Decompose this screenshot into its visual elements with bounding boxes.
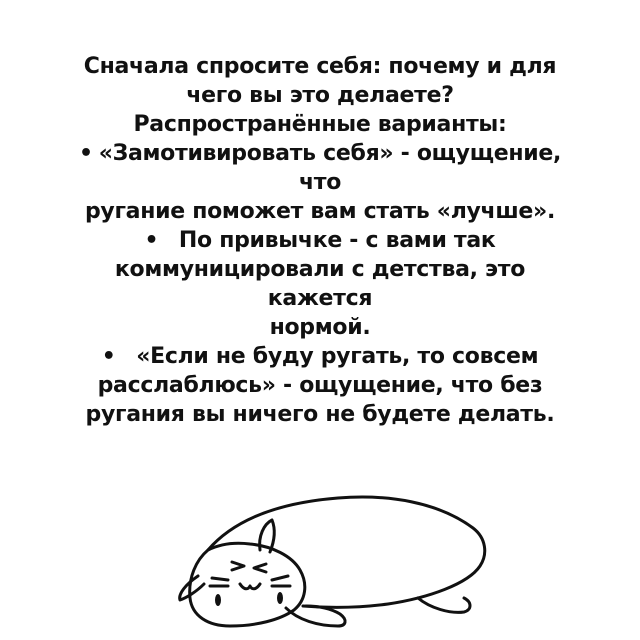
bullet-marker: • [78,141,93,166]
bullet-text: По привычке - с вами так [178,228,496,253]
bullet-text: «Если не буду ругать, то совсем [136,344,539,369]
bullet-text: ругания вы ничего не будете делать. [85,402,555,427]
bullet-text: «Замотивировать себя» - ощущение, [98,141,562,166]
bullet-marker: • [144,228,159,253]
bullet-text: расслаблюсь» - ощущение, что без [97,373,543,398]
lying-cat-icon [168,480,488,630]
bullet-marker: • [101,344,116,369]
bullet-text: нормой. [269,315,371,340]
bullet-item-3 [40,342,600,371]
bullet-text: что [298,170,342,195]
bullet-text: кажется [267,286,373,311]
intro-line: чего вы это делаете? [186,83,454,108]
bullet-item-1 [40,139,600,168]
intro-line: Сначала спросите себя: почему и для [83,54,557,79]
options-heading: Распространённые варианты: [133,112,507,137]
bullet-text: ругание поможет вам стать «лучше». [84,199,556,224]
bullet-item-2 [40,226,600,255]
main-text [40,52,600,429]
bullet-text: коммуницировали с детства, это [114,257,526,282]
